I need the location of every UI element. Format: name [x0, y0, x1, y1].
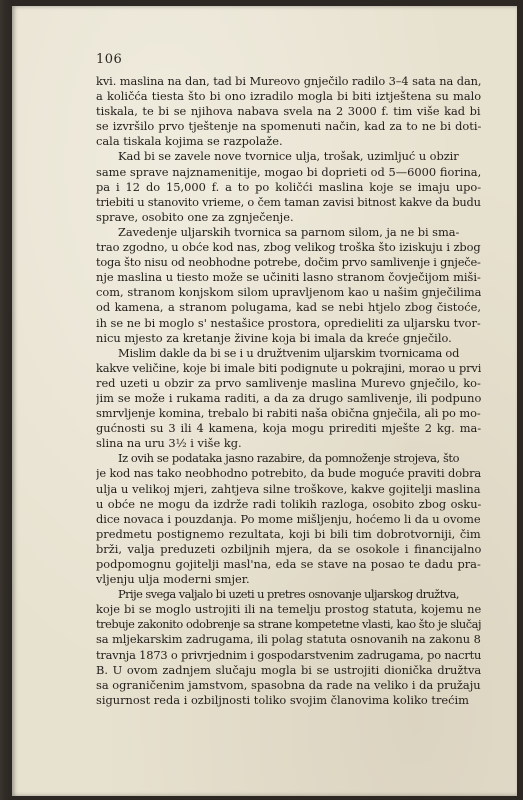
- paragraph: [96, 149, 481, 224]
- text-line: Zavedenje uljarskih tvornica sa parnom silom, ja ne bi sma-: [118, 224, 460, 239]
- text-line: je kod nas tako neobhodno potrebito, da bude moguće praviti dobra: [96, 466, 481, 481]
- text-line: same sprave najznamenitije, mogao bi doprieti od 5—6000 fiorina,: [96, 164, 481, 179]
- text-line: a količća tiesta što bi ono izradilo mogla bi biti iztještena su malo: [96, 89, 481, 104]
- text-line: dice novaca i pouzdanja. Po mome mišljenju, hoćemo li da u ovome: [96, 511, 481, 526]
- text-line: trao zgodno, u obće kod nas, zbog velikog troška što iziskuju i zbog: [96, 240, 481, 255]
- text-line: gućnosti su 3 ili 4 kamena, koja mogu prirediti mješte 2 kg. ma-: [96, 421, 481, 436]
- text-line: se izvršilo prvo tještenje na spomenuti način, kad za to ne bi doti-: [96, 119, 481, 134]
- text-line: ulja u velikoj mjeri, zahtjeva silne troškove, kakve gojitelji maslina: [96, 481, 481, 496]
- text-line: sprave, osobito one za zgnječenje.: [96, 209, 294, 224]
- text-line: ih se ne bi moglo s' nestašice prostora, opredieliti za uljarsku tvor-: [96, 315, 481, 330]
- text-line: predmetu postignemo rezultata, koji bi bili tim dobrotvorniji, čim: [96, 526, 481, 541]
- text-line: Prije svega valjalo bi uzeti u pretres osnovanje uljarskog družtva,: [118, 587, 459, 602]
- text-line: slina na uru 3½ i više kg.: [96, 436, 242, 451]
- text-line: triebiti u stanovito vrieme, o čem taman zavisi bitnost kakve da budu: [96, 194, 481, 209]
- paragraph: [96, 587, 481, 708]
- text-line: brži, valja preduzeti ozbiljnih mjera, da se osokole i financijalno: [96, 541, 481, 556]
- text-line: B. U ovom zadnjem slučaju mogla bi se ustrojiti dionička družtva: [96, 662, 481, 677]
- text-line: u obće ne mogu da izdrže radi tolikih razloga, osobito zbog osku-: [96, 496, 481, 511]
- body-text: [96, 74, 481, 708]
- book-page: [12, 6, 517, 796]
- text-line: sa mljekarskim zadrugama, ili polag statuta osnovanih na zakonu 8: [96, 632, 481, 647]
- text-line: toga što nisu od neobhodne potrebe, dočim prvo samlivenje i gnječe-: [96, 255, 481, 270]
- paragraph: [96, 225, 481, 346]
- text-line: nje maslina u tiesto može se učiniti lasno stranom čovječijom miši-: [96, 270, 481, 285]
- text-line: com, stranom konjskom silom upravljenom kao u našim gnječilima: [96, 285, 481, 300]
- paragraph: [96, 451, 481, 587]
- paragraph: [96, 346, 481, 452]
- text-line: podpomognu gojitelji masl'na, eda se stave na posao te dadu pra-: [96, 557, 481, 571]
- text-line: kvi. maslina na dan, tad bi Mureovo gnječilo radilo 3–4 sata na dan,: [96, 74, 481, 88]
- text-line: vljenju ulja moderni smjer.: [96, 572, 250, 587]
- text-line: red uzeti u obzir za prvo samlivenje maslina Murevo gnječilo, ko-: [96, 375, 481, 390]
- text-line: koje bi se moglo ustrojiti ili na temelju prostog statuta, kojemu ne: [96, 602, 481, 617]
- text-line: sigurnost reda i ozbiljnosti toliko svojim članovima koliko trećim: [96, 692, 469, 707]
- text-line: sa ograničenim jamstvom, spasobna da rade na veliko i da pružaju: [96, 677, 481, 692]
- text-line: kakve veličine, koje bi imale biti podignute u pokrajini, morao u prvi: [96, 360, 481, 375]
- text-line: pa i 12 do 15,000 f. a to po količći maslina koje se imaju upo-: [96, 179, 481, 194]
- page-number: 106: [96, 52, 123, 67]
- text-line: smrvljenje komina, trebalo bi rabiti naša obična gnječila, ali po mo-: [96, 406, 481, 421]
- text-line: nicu mjesto za kretanje živine koja bi imala da kreće gnječilo.: [96, 330, 452, 345]
- text-line: jim se može i rukama raditi, a da za drugo samlivenje, ili podpuno: [96, 390, 481, 405]
- text-line: Iz ovih se podataka jasno razabire, da pomnoženje strojeva, što: [118, 451, 460, 466]
- paragraph: [96, 74, 481, 149]
- text-line: Kad bi se zavele nove tvornice ulja, trošak, uzimljuć u obzir: [118, 149, 459, 164]
- text-line: tiskala, te bi se njihova nabava svela na 2 3000 f. tim više kad bi: [96, 104, 481, 119]
- text-line: cala tiskala kojima se razpolaže.: [96, 134, 283, 149]
- text-line: Mislim dakle da bi se i u družtvenim uljarskim tvornicama od: [118, 345, 460, 360]
- text-line: od kamena, a stranom polugama, kad se nebi htjelo zbog čistoće,: [96, 300, 481, 315]
- text-line: travnja 1873 o privrjednim i gospodarstvenim zadrugama, po nacrtu: [96, 647, 481, 662]
- text-line: trebuje zakonito odobrenje sa strane kompetetne vlasti, kao što je slučaj: [96, 617, 481, 632]
